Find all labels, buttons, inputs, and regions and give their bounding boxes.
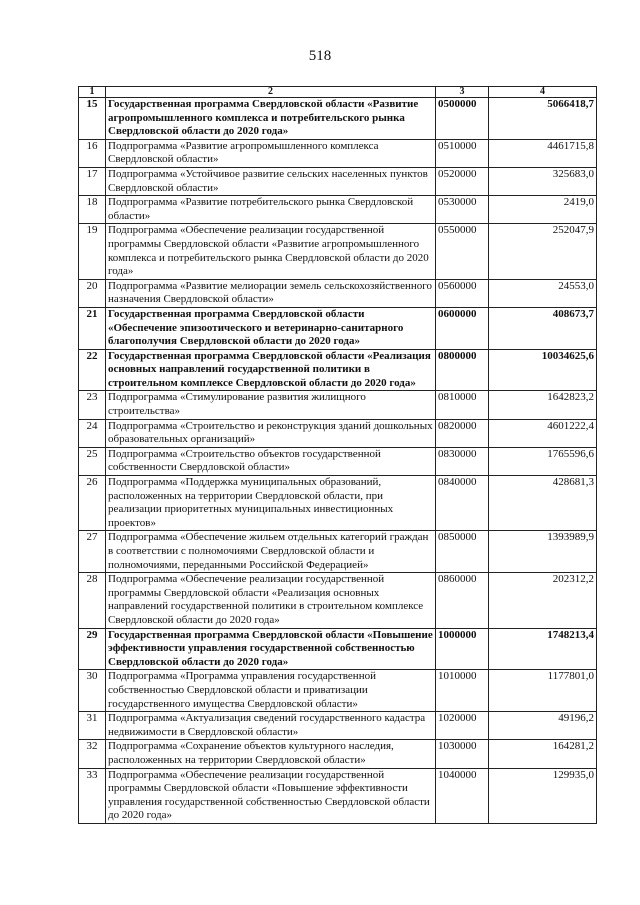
row-name-cell: Подпрограмма «Обеспечение реализации государственной программы Свердловской области «Реализация основных направлений государственной политики в строительном комплексе Свердловской области до 2020 года» xyxy=(106,573,436,628)
row-name-cell: Подпрограмма «Программа управления государственной собственностью Свердловской области и приватизации государственного имущества Свердловской области» xyxy=(106,670,436,712)
row-number-cell: 33 xyxy=(79,768,106,823)
table-row xyxy=(79,196,597,224)
row-sum-cell: 1765596,6 xyxy=(489,447,597,475)
row-sum-cell: 4461715,8 xyxy=(489,139,597,167)
table-row xyxy=(79,279,597,307)
row-sum-cell: 1177801,0 xyxy=(489,670,597,712)
table-row xyxy=(79,531,597,573)
row-code-cell: 1000000 xyxy=(436,628,489,670)
row-sum-cell: 5066418,7 xyxy=(489,98,597,140)
table-row xyxy=(79,573,597,628)
row-sum-cell: 408673,7 xyxy=(489,307,597,349)
row-name-cell: Подпрограмма «Поддержка муниципальных образований, расположенных на территории Свердловской области, при реализации приоритетных муниципальных инвестиционных проектов» xyxy=(106,476,436,531)
header-col-sum: 4 xyxy=(489,87,597,98)
row-code-cell: 0850000 xyxy=(436,531,489,573)
table-body xyxy=(79,98,597,824)
row-number-cell: 18 xyxy=(79,196,106,224)
row-name-cell: Государственная программа Свердловской области «Повышение эффективности управления государственной собственностью Свердловской области до 2020 года» xyxy=(106,628,436,670)
table-row xyxy=(79,167,597,195)
header-col-name: 2 xyxy=(106,87,436,98)
row-sum-cell: 202312,2 xyxy=(489,573,597,628)
row-name-cell: Подпрограмма «Развитие мелиорации земель сельскохозяйственного назначения Свердловской области» xyxy=(106,279,436,307)
row-number-cell: 16 xyxy=(79,139,106,167)
row-code-cell: 1010000 xyxy=(436,670,489,712)
row-code-cell: 0600000 xyxy=(436,307,489,349)
row-sum-cell: 129935,0 xyxy=(489,768,597,823)
row-sum-cell: 24553,0 xyxy=(489,279,597,307)
row-number-cell: 20 xyxy=(79,279,106,307)
row-code-cell: 0560000 xyxy=(436,279,489,307)
row-name-cell: Подпрограмма «Обеспечение реализации государственной программы Свердловской области «Развитие агропромышленного комплекса и потребительского рынка Свердловской области до 2020 года» xyxy=(106,224,436,279)
row-number-cell: 32 xyxy=(79,740,106,768)
row-name-cell: Государственная программа Свердловской области «Развитие агропромышленного комплекса и потребительского рынка Свердловской области до 2020 года» xyxy=(106,98,436,140)
row-name-cell: Подпрограмма «Обеспечение жильем отдельных категорий граждан в соответствии с полномочиями Свердловской области и полномочиями, переданными Российской Федерацией» xyxy=(106,531,436,573)
row-name-cell: Подпрограмма «Стимулирование развития жилищного строительства» xyxy=(106,391,436,419)
table-row xyxy=(79,628,597,670)
row-sum-cell: 164281,2 xyxy=(489,740,597,768)
row-code-cell: 0830000 xyxy=(436,447,489,475)
table-row xyxy=(79,447,597,475)
row-name-cell: Подпрограмма «Строительство и реконструкция зданий дошкольных образовательных организаций» xyxy=(106,419,436,447)
row-sum-cell: 10034625,6 xyxy=(489,349,597,391)
row-name-cell: Подпрограмма «Актуализация сведений государственного кадастра недвижимости в Свердловской области» xyxy=(106,712,436,740)
row-code-cell: 0810000 xyxy=(436,391,489,419)
row-code-cell: 1030000 xyxy=(436,740,489,768)
table-row xyxy=(79,98,597,140)
row-code-cell: 0520000 xyxy=(436,167,489,195)
table-row xyxy=(79,476,597,531)
table-row xyxy=(79,670,597,712)
table-row xyxy=(79,139,597,167)
row-number-cell: 22 xyxy=(79,349,106,391)
row-name-cell: Подпрограмма «Обеспечение реализации государственной программы Свердловской области «Повышение эффективности управления государственной собственностью Свердловской области до 2020 года» xyxy=(106,768,436,823)
row-code-cell: 0500000 xyxy=(436,98,489,140)
row-code-cell: 0860000 xyxy=(436,573,489,628)
row-code-cell: 0510000 xyxy=(436,139,489,167)
table-row xyxy=(79,740,597,768)
row-number-cell: 15 xyxy=(79,98,106,140)
row-name-cell: Подпрограмма «Сохранение объектов культурного наследия, расположенных на территории Свердловской области» xyxy=(106,740,436,768)
row-name-cell: Подпрограмма «Развитие агропромышленного комплекса Свердловской области» xyxy=(106,139,436,167)
row-sum-cell: 428681,3 xyxy=(489,476,597,531)
row-code-cell: 0820000 xyxy=(436,419,489,447)
row-number-cell: 29 xyxy=(79,628,106,670)
row-number-cell: 23 xyxy=(79,391,106,419)
row-number-cell: 31 xyxy=(79,712,106,740)
row-sum-cell: 1393989,9 xyxy=(489,531,597,573)
table-row xyxy=(79,768,597,823)
table-row xyxy=(79,419,597,447)
budget-table xyxy=(78,86,597,824)
row-sum-cell: 252047,9 xyxy=(489,224,597,279)
header-col-code: 3 xyxy=(436,87,489,98)
row-number-cell: 26 xyxy=(79,476,106,531)
row-code-cell: 0550000 xyxy=(436,224,489,279)
row-code-cell: 0530000 xyxy=(436,196,489,224)
row-number-cell: 30 xyxy=(79,670,106,712)
table-row xyxy=(79,391,597,419)
header-col-number: 1 xyxy=(79,87,106,98)
row-code-cell: 0800000 xyxy=(436,349,489,391)
table-row xyxy=(79,712,597,740)
row-number-cell: 17 xyxy=(79,167,106,195)
row-sum-cell: 4601222,4 xyxy=(489,419,597,447)
table-header-row xyxy=(79,87,597,98)
row-number-cell: 24 xyxy=(79,419,106,447)
row-sum-cell: 325683,0 xyxy=(489,167,597,195)
table-row xyxy=(79,307,597,349)
row-number-cell: 21 xyxy=(79,307,106,349)
row-code-cell: 1020000 xyxy=(436,712,489,740)
row-number-cell: 28 xyxy=(79,573,106,628)
table-row xyxy=(79,349,597,391)
row-sum-cell: 1642823,2 xyxy=(489,391,597,419)
row-sum-cell: 2419,0 xyxy=(489,196,597,224)
row-number-cell: 25 xyxy=(79,447,106,475)
row-sum-cell: 1748213,4 xyxy=(489,628,597,670)
row-number-cell: 27 xyxy=(79,531,106,573)
row-name-cell: Подпрограмма «Строительство объектов государственной собственности Свердловской области» xyxy=(106,447,436,475)
row-sum-cell: 49196,2 xyxy=(489,712,597,740)
table-row xyxy=(79,224,597,279)
row-name-cell: Государственная программа Свердловской области «Реализация основных направлений государственной политики в строительном комплексе Свердловской области до 2020 года» xyxy=(106,349,436,391)
row-code-cell: 0840000 xyxy=(436,476,489,531)
page-number: 518 xyxy=(308,48,332,64)
row-name-cell: Подпрограмма «Развитие потребительского рынка Свердловской области» xyxy=(106,196,436,224)
row-code-cell: 1040000 xyxy=(436,768,489,823)
row-name-cell: Подпрограмма «Устойчивое развитие сельских населенных пунктов Свердловской области» xyxy=(106,167,436,195)
row-name-cell: Государственная программа Свердловской области «Обеспечение эпизоотического и ветеринарно-санитарного благополучия Свердловской области до 2020 года» xyxy=(106,307,436,349)
row-number-cell: 19 xyxy=(79,224,106,279)
